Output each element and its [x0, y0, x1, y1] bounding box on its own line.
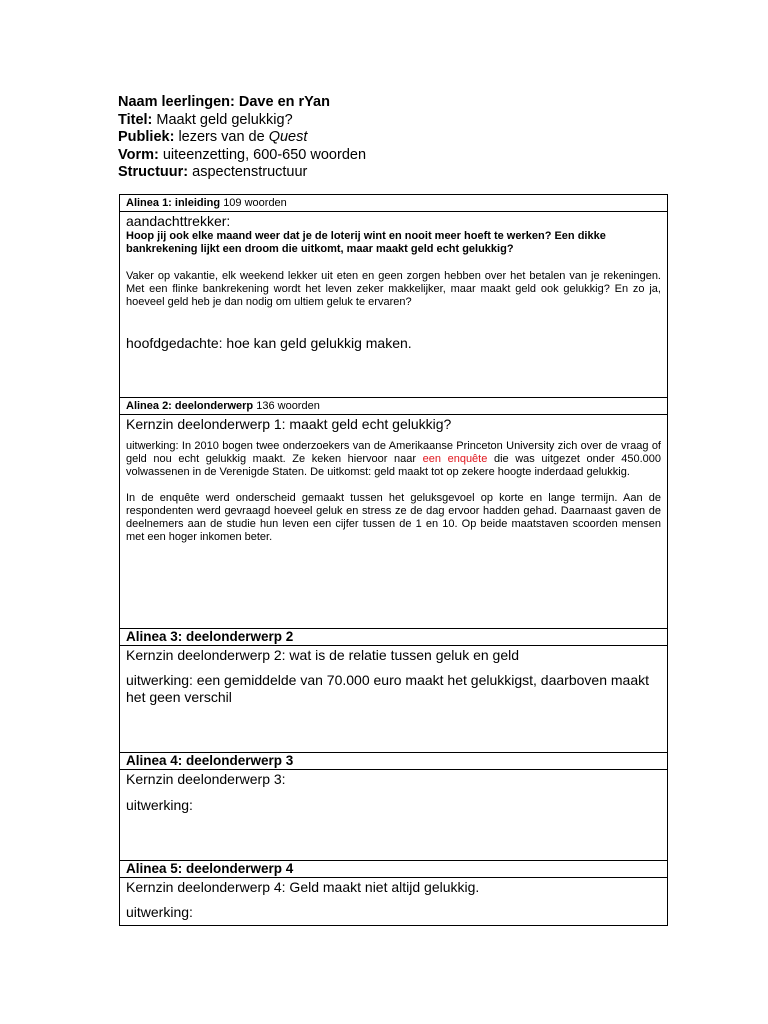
- alinea3-kernzin: Kernzin deelonderwerp 2: wat is de relatie tussen geluk en geld: [126, 647, 520, 663]
- form-line: Vorm: uiteenzetting, 600-650 woorden: [118, 146, 367, 163]
- alinea2-uitwerking: uitwerking: In 2010 bogen twee onderzoekers van de Amerikaanse Princeton University zich over de vraag of geld nou echt gelukkig maakt. Ze keken hiervoor naar een enquête die was uitgezet onder 450.000 volwassenen in de Verenigde Staten. De uitkomst: geld maakt tot op zekere hoogte inderdaad gelukkig.: [126, 440, 662, 478]
- student-names: Naam leerlingen: Dave en rYan: [118, 94, 330, 110]
- alinea4-body: [120, 770, 667, 861]
- alinea3-body: [120, 646, 667, 753]
- highlighted-survey: een enquête: [422, 453, 488, 465]
- alinea4-uitwerking: uitwerking:: [126, 797, 193, 813]
- audience-line: Publiek: lezers van de Quest: [118, 129, 308, 145]
- document-header: [118, 94, 678, 182]
- alinea3-uitwerking: uitwerking: een gemiddelde van 70.000 euro maakt het gelukkigst, daarboven maakt het geen verschil: [126, 672, 649, 705]
- attention-grabber-text: Hoop jij ook elke maand weer dat je de loterij wint en nooit meer hoeft te werken? Een dikke bankrekening lijkt een droom die uitkomt, maar maakt geld echt gelukkig?: [126, 230, 606, 255]
- intro-paragraph: Vaker op vakantie, elk weekend lekker uit eten en geen zorgen hebben over het betalen van je rekeningen. Met een flinke bankrekening wordt het leven zeker makkelijker, maar maakt geld ook gelukkig? En zo ja, hoeveel geld heb je dan nodig om ultiem geluk te ervaren?: [126, 270, 661, 308]
- alinea4-kernzin: Kernzin deelonderwerp 3:: [126, 771, 286, 787]
- alinea2-kernzin: Kernzin deelonderwerp 1: maakt geld echt gelukkig?: [126, 416, 452, 432]
- alinea3-heading: Alinea 3: deelonderwerp 2: [120, 629, 667, 646]
- alinea1-body: [120, 212, 667, 398]
- alinea2-heading: Alinea 2: deelonderwerp 136 woorden: [120, 398, 667, 415]
- alinea1-heading: Alinea 1: inleiding 109 woorden: [120, 195, 667, 212]
- alinea5-body: [120, 878, 667, 926]
- alinea5-kernzin: Kernzin deelonderwerp 4: Geld maakt niet altijd gelukkig.: [126, 879, 480, 895]
- paragraph-outline-table: [119, 194, 668, 926]
- attention-grabber-label: aandachttrekker:: [126, 213, 231, 229]
- structure-line: Structuur: aspectenstructuur: [118, 164, 308, 180]
- alinea2-body: [120, 415, 667, 629]
- main-idea: hoofdgedachte: hoe kan geld gelukkig maken.: [126, 335, 412, 351]
- alinea5-heading: Alinea 5: deelonderwerp 4: [120, 861, 667, 878]
- title-line: Titel: Maakt geld gelukkig?: [118, 111, 293, 128]
- alinea4-heading: Alinea 4: deelonderwerp 3: [120, 753, 667, 770]
- alinea2-paragraph2: In de enquête werd onderscheid gemaakt tussen het geluksgevoel op korte en lange termijn. Aan de respondenten werd gevraagd hoeveel geluk en stress ze de dag ervoor hadden gehad. Daarnaast gaven de deelnemers aan de studie hun leven een cijfer tussen de 1 en 10. Op beide maatstaven scoorden mensen met een hoger inkomen beter.: [126, 492, 661, 543]
- alinea5-uitwerking: uitwerking:: [126, 904, 193, 920]
